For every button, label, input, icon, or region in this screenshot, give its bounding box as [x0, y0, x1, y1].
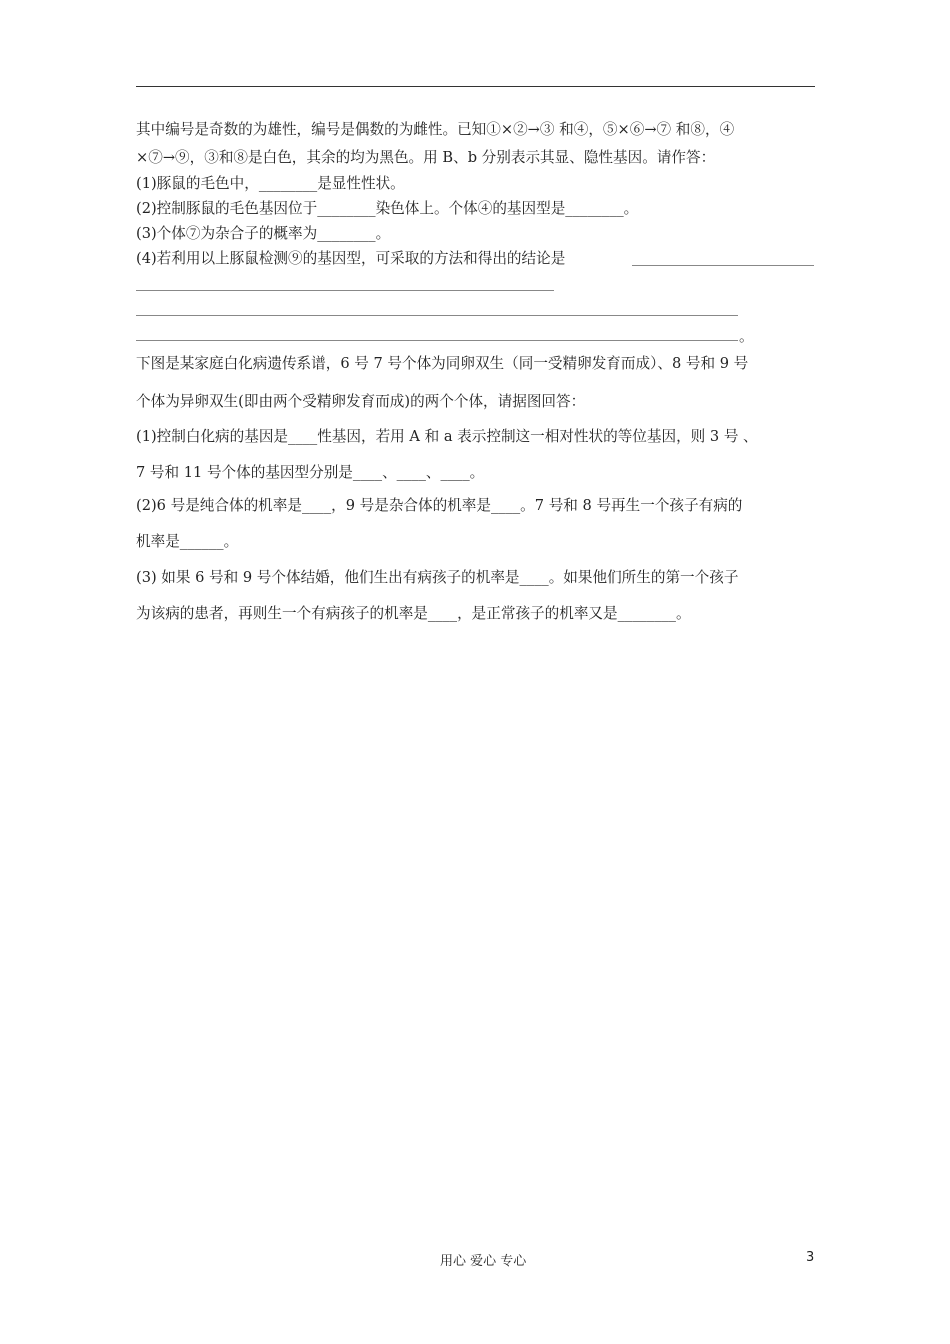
s1-line-1: 其中编号是奇数的为雄性，编号是偶数的为雌性。已知①×②→③ 和④，⑤×⑥→⑦ 和⑧，④ [136, 121, 735, 138]
page-number: 3 [806, 1250, 815, 1265]
answer-blank-line [136, 290, 554, 291]
s2-question-3b: 为该病的患者，再则生一个有病孩子的机率是____，是正常孩子的机率又是________。 [136, 605, 691, 622]
answer-blank-line [136, 315, 738, 316]
s2-question-3a: (3) 如果 6 号和 9 号个体结婚，他们生出有病孩子的机率是____。如果他们所生的第一个孩子 [136, 569, 739, 586]
s1-question-4: (4)若利用以上豚鼠检测⑨的基因型，可采取的方法和得出的结论是 [136, 250, 566, 267]
answer-blank-line [632, 265, 814, 266]
answer-blank-line [136, 340, 738, 341]
s1-question-3: (3)个体⑦为杂合子的概率为________。 [136, 225, 391, 242]
s2-question-1a: (1)控制白化病的基因是____性基因，若用 A 和 a 表示控制这一相对性状的等位基因，则 3 号 、 [136, 428, 758, 445]
footer-motto: 用心 爱心 专心 [440, 1254, 527, 1269]
header-rule [136, 86, 815, 87]
s1-question-1: (1)豚鼠的毛色中，________是显性性状。 [136, 175, 405, 192]
s1-line-2: ×⑦→⑨，③和⑧是白色，其余的均为黑色。用 B、b 分别表示其显、隐性基因。请作答： [136, 149, 716, 166]
s2-intro-2: 个体为异卵双生(即由两个受精卵发育而成)的两个个体，请据图回答： [136, 393, 586, 410]
s2-question-2b: 机率是______。 [136, 533, 239, 550]
s2-intro-1: 下图是某家庭白化病遗传系谱，6 号 7 号个体为同卵双生（同一受精卵发育而成）、8 号和 9 号 [136, 355, 749, 372]
s1-question-2: (2)控制豚鼠的毛色基因位于________染色体上。个体④的基因型是________。 [136, 200, 639, 217]
s1-answer-end: 。 [739, 328, 754, 345]
s2-question-2a: (2)6 号是纯合体的机率是____，9 号是杂合体的机率是____。7 号和 8 号再生一个孩子有病的 [136, 497, 743, 514]
s2-question-1b: 7 号和 11 号个体的基因型分别是____、____、____。 [136, 464, 485, 481]
